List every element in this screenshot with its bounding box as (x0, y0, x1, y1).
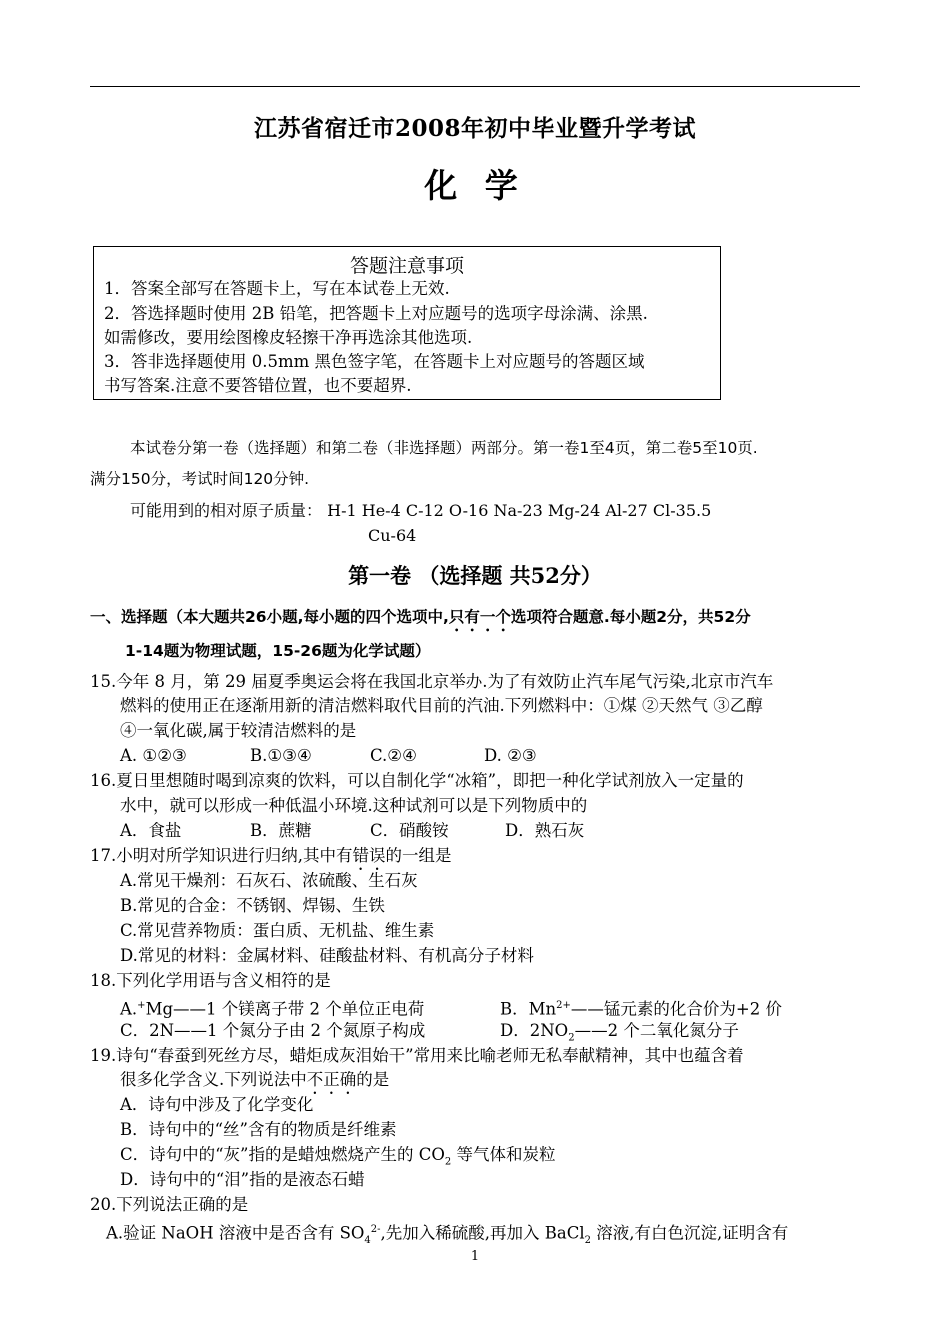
q18-a-pre: A. (120, 999, 138, 1019)
top-rule (90, 86, 860, 87)
q17-option-a: A.常见干燥剂：石灰石、浓硫酸、生石灰 (120, 871, 418, 890)
section-instructions (90, 606, 751, 635)
q17-stem-a: 17.小明对所学知识进行归纳,其中有 (90, 846, 353, 865)
q18-option-b (500, 995, 782, 1021)
q17-stem-emph: 错误 (352, 846, 386, 865)
q17-stem-c: 的一组是 (385, 846, 452, 865)
q18-b-post: ——锰元素的化合价为+2 价 (570, 999, 782, 1019)
q18-stem: 18.下列化学用语与含义相符的是 (90, 971, 331, 990)
intro-line-1: 本试卷分第一卷（选择题）和第二卷（非选择题）两部分。第一卷1至4页，第二卷5至10页. (130, 439, 758, 457)
q17-option-b: B.常见的合金：不锈钢、焊锡、生铁 (120, 896, 385, 915)
notice-item: 1．答案全部写在答题卡上，写在本试卷上无效. (104, 279, 450, 298)
q18-b-sup: 2+ (556, 1000, 571, 1011)
q20-a-post: 溶液,有白色沉淀,证明含有 (591, 1223, 789, 1243)
q15-option-c: C.②④ (370, 746, 417, 765)
section-title: 第一卷 （选择题 共52分） (348, 563, 602, 588)
notice-title: 答题注意事项 (349, 255, 464, 277)
q15-option-d: D. ②③ (484, 746, 537, 765)
q18-d-sub: 2 (568, 1032, 575, 1044)
q19-option-d: D．诗句中的“泪”指的是液态石蜡 (120, 1170, 365, 1189)
masses-cont: Cu-64 (368, 526, 417, 545)
q19-c-post: 等气体和炭粒 (451, 1145, 556, 1164)
instr-emph: 只有一个 (448, 608, 511, 626)
q20-option-a (106, 1219, 788, 1252)
masses-label: 可能用到的相对原子质量： (130, 501, 323, 520)
q20-a-pre: A.验证 NaOH 溶液中是否含有 SO (106, 1223, 365, 1243)
q20-a-sup: 2- (370, 1224, 381, 1235)
notice-item: 2．答选择题时使用 2B 铅笔，把答题卡上对应题号的选项字母涂满、涂黑. (104, 304, 648, 323)
q16-option-a: A．食盐 (120, 821, 182, 840)
q18-option-c: C．2N——1 个氮分子由 2 个氮原子构成 (120, 1021, 426, 1040)
q19-line-1: 19.诗句“春蚕到死丝方尽，蜡炬成灰泪始干”常用来比喻老师无私奉献精神，其中也蕴含着 (90, 1046, 744, 1065)
q15-line-3: ④一氧化碳,属于较清洁燃料的是 (120, 721, 357, 740)
q15-line-2: 燃料的使用正在逐渐用新的清洁燃料取代目前的汽油.下列燃料中：①煤 ②天然气 ③乙醇 (120, 696, 763, 715)
q17-option-d: D.常见的材料：金属材料、硅酸盐材料、有机高分子材料 (120, 946, 534, 965)
atomic-masses (130, 500, 711, 522)
q19-c-sub: 2 (444, 1156, 452, 1168)
q16-option-c: C．硝酸铵 (370, 821, 449, 840)
q18-d-pre: D．2NO (500, 1021, 569, 1040)
exam-title: 江苏省宿迁市2008年初中毕业暨升学考试 (253, 115, 696, 142)
q20-stem: 20.下列说法正确的是 (90, 1195, 249, 1214)
q15-option-a: A. ①②③ (120, 746, 187, 765)
q20-a-sub: 4 (364, 1234, 371, 1246)
q19-l2-emph: 不正确 (306, 1070, 357, 1089)
q19-c-pre: C．诗句中的“灰”指的是蜡烛燃烧产生的 CO (120, 1145, 445, 1164)
q19-l2-a: 很多化学含义.下列说法中 (120, 1070, 307, 1089)
subject-title: 化 学 (424, 166, 526, 205)
notice-item: 3．答非选择题使用 0.5mm 黑色签字笔，在答题卡上对应题号的答题区域 (104, 352, 645, 371)
instr-c: 选项符合题意.每小题2分，共52分 (510, 608, 751, 626)
notice-item: 如需修改，要用绘图橡皮轻擦干净再选涂其他选项. (104, 328, 473, 347)
instr-a: 一、选择题（本大题共26小题,每小题的四个选项中, (90, 608, 449, 626)
notice-item: 书写答案.注意不要答错位置，也不要超界. (104, 376, 412, 395)
q16-option-d: D．熟石灰 (505, 821, 585, 840)
q19-option-b: B．诗句中的“丝”含有的物质是纤维素 (120, 1120, 397, 1139)
q17-option-c: C.常见营养物质：蛋白质、无机盐、维生素 (120, 921, 435, 940)
q18-b-pre: B．Mn (500, 999, 557, 1019)
q18-option-a (120, 995, 424, 1021)
q19-l2-c: 的是 (356, 1070, 390, 1089)
q19-option-a: A．诗句中涉及了化学变化 (120, 1095, 314, 1114)
q18-a-sup: + (137, 1000, 146, 1011)
q20-a-mid: ,先加入稀硫酸,再加入 BaCl (380, 1223, 585, 1243)
q20-a-sub2: 2 (584, 1234, 592, 1246)
q16-line-1: 16.夏日里想随时喝到凉爽的饮料，可以自制化学“冰箱”，即把一种化学试剂放入一定量的 (90, 771, 744, 790)
q16-line-2: 水中，就可以形成一种低温小环境.这种试剂可以是下列物质中的 (120, 796, 588, 815)
q15-option-b: B.①③④ (250, 746, 312, 765)
intro-line-2: 满分150分，考试时间120分钟. (90, 470, 310, 488)
q18-d-post: ——2 个二氧化氮分子 (574, 1021, 739, 1040)
page-number: 1 (470, 1249, 480, 1264)
q16-option-b: B．蔗糖 (250, 821, 312, 840)
q18-a-post: Mg——1 个镁离子带 2 个单位正电荷 (145, 999, 425, 1019)
q15-line-1: 15.今年 8 月，第 29 届夏季奥运会将在我国北京举办.为了有效防止汽车尾气污染,北京市汽车 (90, 672, 774, 691)
masses-values: H-1 He-4 C-12 O-16 Na-23 Mg-24 Al-27 Cl-35.5 (327, 501, 712, 520)
notice-box (93, 246, 721, 400)
section-sub: 1-14题为物理试题，15-26题为化学试题） (125, 642, 431, 660)
